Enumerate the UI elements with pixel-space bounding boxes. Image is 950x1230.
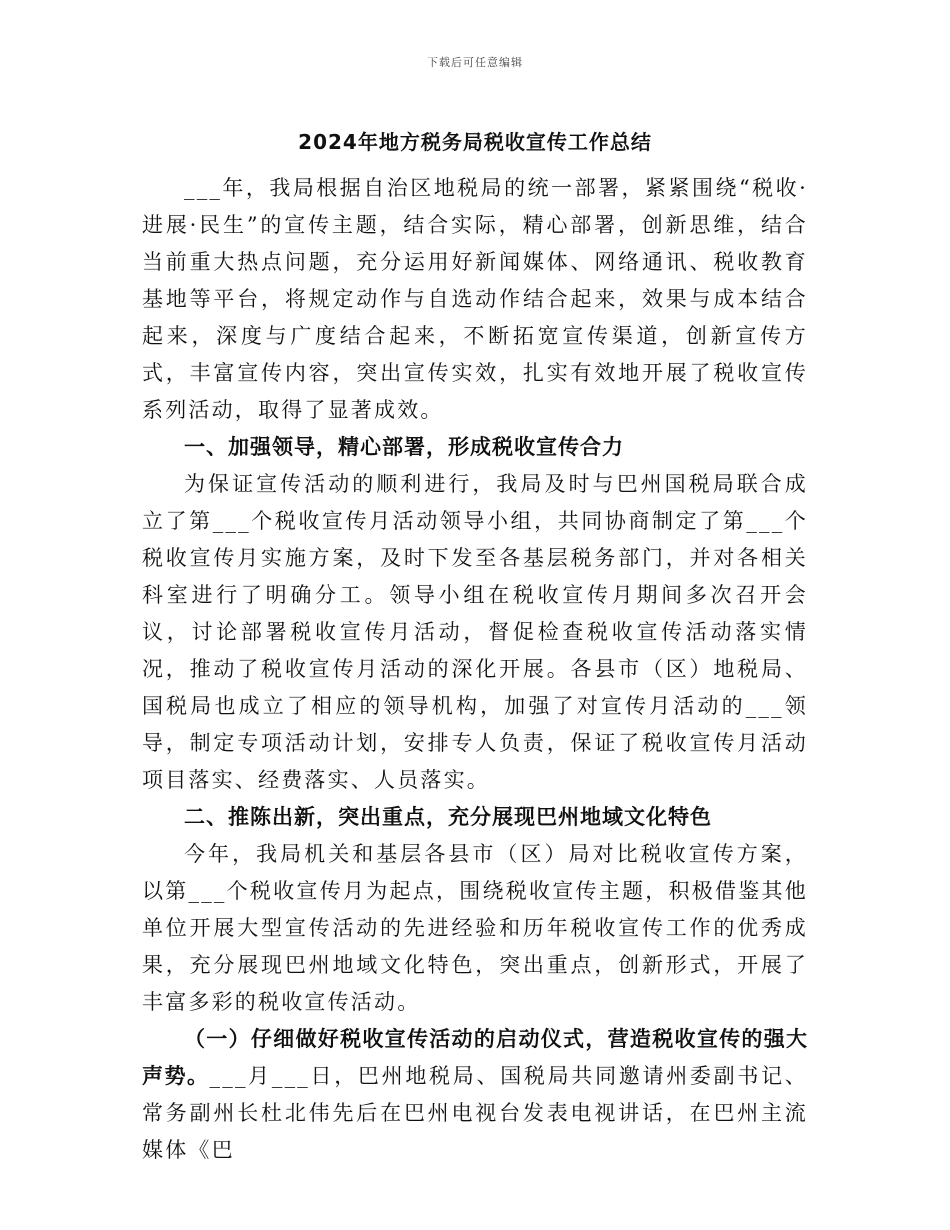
subsection-1-text: ___月___日，巴州地税局、国税局共同邀请州委副书记、常务副州长杜北伟先后在巴州电视台发表电视讲话，在巴州主流媒体《巴	[142, 1064, 808, 1162]
document-body	[142, 170, 808, 1169]
intro-paragraph: ___年，我局根据自治区地税局的统一部署，紧紧围绕“税收·进展·民生”的宣传主题，结合实际，精心部署，创新思维，结合当前重大热点问题，充分运用好新闻媒体、网络通讯、税收教育基地等平台，将规定动作与自选动作结合起来，效果与成本结合起来，深度与广度结合起来，不断拓宽宣传渠道，创新宣传方式，丰富宣传内容，突出宣传实效，扎实有效地开展了税收宣传系列活动，取得了显著成效。	[142, 176, 808, 422]
section-1-paragraph: 为保证宣传活动的顺利进行，我局及时与巴州国税局联合成立了第___个税收宣传月活动领导小组，共同协商制定了第___个税收宣传月实施方案，及时下发至各基层税务部门，并对各相关科室进行了明确分工。领导小组在税收宣传月期间多次召开会议，讨论部署税收宣传月活动，督促检查税收宣传活动落实情况，推动了税收宣传月活动的深化开展。各县市（区）地税局、国税局也成立了相应的领导机构，加强了对宣传月活动的___领导，制定专项活动计划，安排专人负责，保证了税收宣传月活动项目落实、经费落实、人员落实。	[142, 472, 808, 792]
section-heading-1: 一、加强领导，精心部署，形成税收宣传合力	[184, 435, 624, 459]
section-heading-2: 二、推陈出新，突出重点，充分展现巴州地域文化特色	[184, 805, 712, 829]
header-note: 下载后可任意编辑	[427, 56, 523, 69]
section-2-paragraph: 今年，我局机关和基层各县市（区）局对比税收宣传方案，以第___个税收宣传月为起点，围绕税收宣传主题，积极借鉴其他单位开展大型宣传活动的先进经验和历年税收宣传工作的优秀成果，充分展现巴州地域文化特色，突出重点，创新形式，开展了丰富多彩的税收宣传活动。	[142, 842, 808, 1014]
subsection-1-paragraph	[142, 1021, 808, 1169]
document-title: 2024年地方税务局税收宣传工作总结	[298, 130, 652, 154]
subsection-1-heading: （一）仔细做好税收宣传活动的启动仪式，营造税收宣传的强大声势。	[142, 1027, 808, 1088]
